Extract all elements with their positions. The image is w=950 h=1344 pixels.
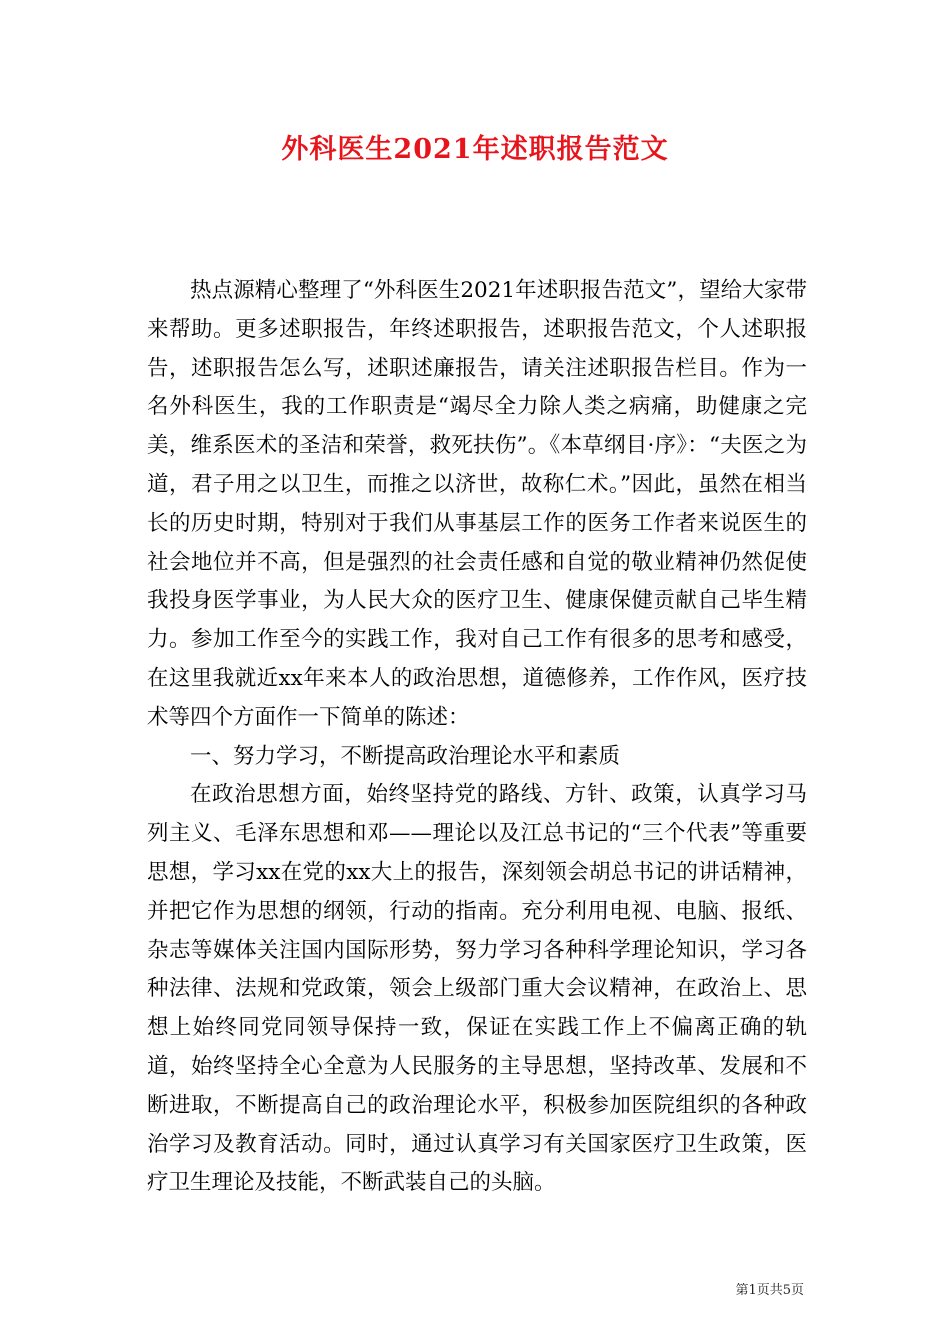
page-number: 第1页共5页 — [735, 1283, 804, 1298]
document-title: 外科医生2021年述职报告范文 — [281, 134, 669, 165]
body-paragraph-politics: 在政治思想方面，始终坚持党的路线、方针、政策，认真学习马列主义、毛泽东思想和邓——理论以及江总书记的“三个代表”等重要思想，学习xx在党的xx大上的报告，深刻领会胡总书记的讲话精神，并把它作为思想的纲领，行动的指南。充分利用电视、电脑、报纸、杂志等媒体关注国内国际形势，努力学习各种科学理论知识，学习各种法律、法规和党政策，领会上级部门重大会议精神，在政治上、思想上始终同党同领导保持一致，保证在实践工作上不偏离正确的轨道，始终坚持全心全意为人民服务的主导思想，坚持改革、发展和不断进取，不断提高自己的政治理论水平，积极参加医院组织的各种政治学习及教育活动。同时，通过认真学习有关国家医疗卫生政策，医疗卫生理论及技能，不断武装自己的头脑。 — [147, 782, 807, 1196]
body-paragraph-intro: 热点源精心整理了“外科医生2021年述职报告范文”，望给大家带来帮助。更多述职报告，年终述职报告，述职报告范文，个人述职报告，述职报告怎么写，述职述廉报告，请关注述职报告栏目。作为一名外科医生，我的工作职责是“竭尽全力除人类之病痛，助健康之完美，维系医术的圣洁和荣誉，救死扶伤”。《本草纲目·序》：“夫医之为道，君子用之以卫生，而推之以济世，故称仁术。”因此，虽然在相当长的历史时期，特别对于我们从事基层工作的医务工作者来说医生的社会地位并不高，但是强烈的社会责任感和自觉的敬业精神仍然促使我投身医学事业，为人民大众的医疗卫生、健康保健贡献自己毕生精力。参加工作至今的实践工作，我对自己工作有很多的思考和感受，在这里我就近xx年来本人的政治思想，道德修养，工作作风，医疗技术等四个方面作一下简单的陈述： — [147, 278, 807, 730]
document-body — [147, 272, 807, 1203]
section-heading: 一、努力学习，不断提高政治理论水平和素质 — [190, 743, 621, 769]
